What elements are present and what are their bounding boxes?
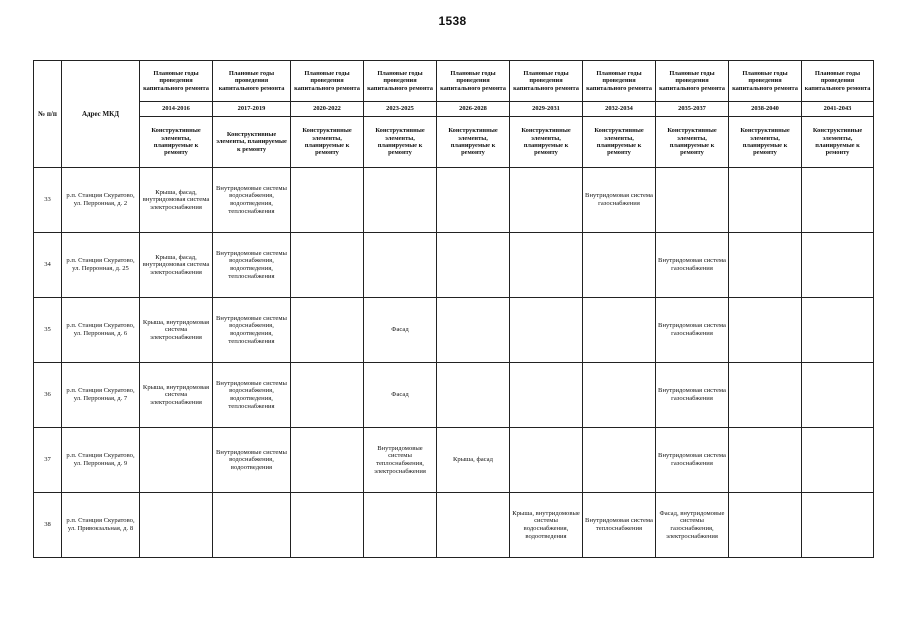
repair-elements-cell: Внутридомовые системы водоснабжения, водоотведения, теплоснабжения xyxy=(213,298,291,363)
repair-elements-cell xyxy=(729,428,802,493)
header-period-title: Плановые годы проведения капитального ремонта xyxy=(140,61,213,102)
row-number: 38 xyxy=(34,493,62,558)
repair-elements-cell xyxy=(291,493,364,558)
repair-elements-cell: Крыша, фасад, внутридомовая система электроснабжения xyxy=(140,233,213,298)
table-row xyxy=(34,363,874,428)
row-number: 34 xyxy=(34,233,62,298)
repair-elements-cell xyxy=(291,363,364,428)
row-address: р.п. Станция Скуратово, ул. Перронная, д. 9 xyxy=(62,428,140,493)
row-number: 35 xyxy=(34,298,62,363)
repair-elements-cell xyxy=(802,233,874,298)
header-row-years xyxy=(34,102,874,117)
header-period-title: Плановые годы проведения капитального ремонта xyxy=(656,61,729,102)
repair-elements-cell: Внутридомовая система газоснабжения xyxy=(656,363,729,428)
repair-elements-cell: Фасад, внутридомовые системы газоснабжения, электроснабжения xyxy=(656,493,729,558)
repair-elements-cell: Внутридомовые системы водоснабжения, водоотведения, теплоснабжения xyxy=(213,168,291,233)
table-row xyxy=(34,428,874,493)
repair-elements-cell xyxy=(583,428,656,493)
repair-elements-cell xyxy=(729,298,802,363)
header-elements-label: Конструктивные элементы, планируемые к ремонту xyxy=(729,117,802,168)
table-row xyxy=(34,298,874,363)
repair-elements-cell: Внутридомовая система газоснабжения xyxy=(656,298,729,363)
repair-elements-cell xyxy=(802,168,874,233)
table-row xyxy=(34,233,874,298)
repair-elements-cell: Внутридомовые системы теплоснабжения, электроснабжения xyxy=(364,428,437,493)
header-elements-label: Конструктивные элементы, планируемые к ремонту xyxy=(213,117,291,168)
repair-elements-cell xyxy=(510,233,583,298)
page-number: 1538 xyxy=(438,14,467,28)
header-period-years: 2014-2016 xyxy=(140,102,213,117)
header-num: № п/п xyxy=(34,61,62,168)
table-row xyxy=(34,168,874,233)
repair-elements-cell: Крыша, фасад xyxy=(437,428,510,493)
row-address: р.п. Станция Скуратово, ул. Перронная, д. 6 xyxy=(62,298,140,363)
header-period-years: 2035-2037 xyxy=(656,102,729,117)
header-elements-label: Конструктивные элементы, планируемые к ремонту xyxy=(583,117,656,168)
repair-elements-cell xyxy=(213,493,291,558)
repair-elements-cell xyxy=(729,363,802,428)
header-elements-label: Конструктивные элементы, планируемые к ремонту xyxy=(802,117,874,168)
header-period-years: 2020-2022 xyxy=(291,102,364,117)
repair-elements-cell xyxy=(291,233,364,298)
row-address: р.п. Станция Скуратово, ул. Привокзальная, д. 8 xyxy=(62,493,140,558)
repair-elements-cell xyxy=(437,493,510,558)
repair-elements-cell xyxy=(729,168,802,233)
repair-elements-cell: Внутридомовая система теплоснабжения xyxy=(583,493,656,558)
repair-elements-cell xyxy=(437,168,510,233)
repair-elements-cell: Внутридомовая система газоснабжения xyxy=(656,233,729,298)
repair-elements-cell xyxy=(510,363,583,428)
header-period-years: 2038-2040 xyxy=(729,102,802,117)
table-row xyxy=(34,493,874,558)
header-elements-label: Конструктивные элементы, планируемые к ремонту xyxy=(140,117,213,168)
header-elements-label: Конструктивные элементы, планируемые к ремонту xyxy=(656,117,729,168)
repair-elements-cell: Внутридомовая система газоснабжения xyxy=(583,168,656,233)
repair-elements-cell xyxy=(364,493,437,558)
repair-elements-cell xyxy=(729,233,802,298)
repair-elements-cell: Внутридомовые системы водоснабжения, водоотведения, теплоснабжения xyxy=(213,233,291,298)
header-period-years: 2041-2043 xyxy=(802,102,874,117)
repair-elements-cell: Фасад xyxy=(364,298,437,363)
repair-elements-cell xyxy=(583,298,656,363)
repair-elements-cell xyxy=(583,233,656,298)
header-period-years: 2026-2028 xyxy=(437,102,510,117)
header-row-titles xyxy=(34,61,874,102)
header-address: Адрес МКД xyxy=(62,61,140,168)
row-address: р.п. Станция Скуратово, ул. Перронная, д. 25 xyxy=(62,233,140,298)
row-address: р.п. Станция Скуратово, ул. Перронная, д. 7 xyxy=(62,363,140,428)
row-number: 33 xyxy=(34,168,62,233)
repair-elements-cell xyxy=(656,168,729,233)
repair-elements-cell xyxy=(140,493,213,558)
repair-elements-cell: Крыша, внутридомовая система электроснабжения xyxy=(140,363,213,428)
repair-elements-cell xyxy=(437,298,510,363)
repair-elements-cell: Внутридомовые системы водоснабжения, водоотведения xyxy=(213,428,291,493)
repair-elements-cell xyxy=(291,428,364,493)
repair-elements-cell: Крыша, внутридомовая система электроснабжения xyxy=(140,298,213,363)
repair-elements-cell: Крыша, фасад, внутридомовая система электроснабжения xyxy=(140,168,213,233)
header-elements-label: Конструктивные элементы, планируемые к ремонту xyxy=(364,117,437,168)
row-number: 36 xyxy=(34,363,62,428)
repair-elements-cell xyxy=(510,428,583,493)
repair-elements-cell xyxy=(291,168,364,233)
header-period-years: 2017-2019 xyxy=(213,102,291,117)
header-period-title: Плановые годы проведения капитального ремонта xyxy=(364,61,437,102)
repair-elements-cell xyxy=(802,428,874,493)
repair-elements-cell xyxy=(802,493,874,558)
repair-elements-cell xyxy=(802,363,874,428)
repair-elements-cell xyxy=(437,363,510,428)
header-elements-label: Конструктивные элементы, планируемые к ремонту xyxy=(291,117,364,168)
header-period-title: Плановые годы проведения капитального ремонта xyxy=(213,61,291,102)
repair-elements-cell: Внутридомовая система газоснабжения xyxy=(656,428,729,493)
header-elements-label: Конструктивные элементы, планируемые к ремонту xyxy=(437,117,510,168)
header-period-years: 2032-2034 xyxy=(583,102,656,117)
repair-elements-cell xyxy=(510,168,583,233)
header-period-title: Плановые годы проведения капитального ремонта xyxy=(291,61,364,102)
repair-elements-cell: Фасад xyxy=(364,363,437,428)
header-period-years: 2029-2031 xyxy=(510,102,583,117)
repair-elements-cell xyxy=(140,428,213,493)
row-number: 37 xyxy=(34,428,62,493)
repair-elements-cell xyxy=(510,298,583,363)
capital-repair-schedule-table xyxy=(33,60,874,558)
repair-elements-cell: Внутридомовые системы водоснабжения, водоотведения, теплоснабжения xyxy=(213,363,291,428)
repair-elements-cell xyxy=(802,298,874,363)
header-period-title: Плановые годы проведения капитального ремонта xyxy=(583,61,656,102)
header-elements-label: Конструктивные элементы, планируемые к ремонту xyxy=(510,117,583,168)
repair-elements-cell xyxy=(583,363,656,428)
repair-elements-cell xyxy=(291,298,364,363)
header-period-title: Плановые годы проведения капитального ремонта xyxy=(510,61,583,102)
repair-elements-cell: Крыша, внутридомовые системы водоснабжения, водоотведения xyxy=(510,493,583,558)
header-period-title: Плановые годы проведения капитального ремонта xyxy=(729,61,802,102)
row-address: р.п. Станция Скуратово, ул. Перронная, д. 2 xyxy=(62,168,140,233)
header-period-years: 2023-2025 xyxy=(364,102,437,117)
repair-elements-cell xyxy=(364,233,437,298)
repair-elements-cell xyxy=(364,168,437,233)
repair-elements-cell xyxy=(729,493,802,558)
repair-elements-cell xyxy=(437,233,510,298)
header-period-title: Плановые годы проведения капитального ремонта xyxy=(437,61,510,102)
header-period-title: Плановые годы проведения капитального ремонта xyxy=(802,61,874,102)
header-row-elements xyxy=(34,117,874,168)
